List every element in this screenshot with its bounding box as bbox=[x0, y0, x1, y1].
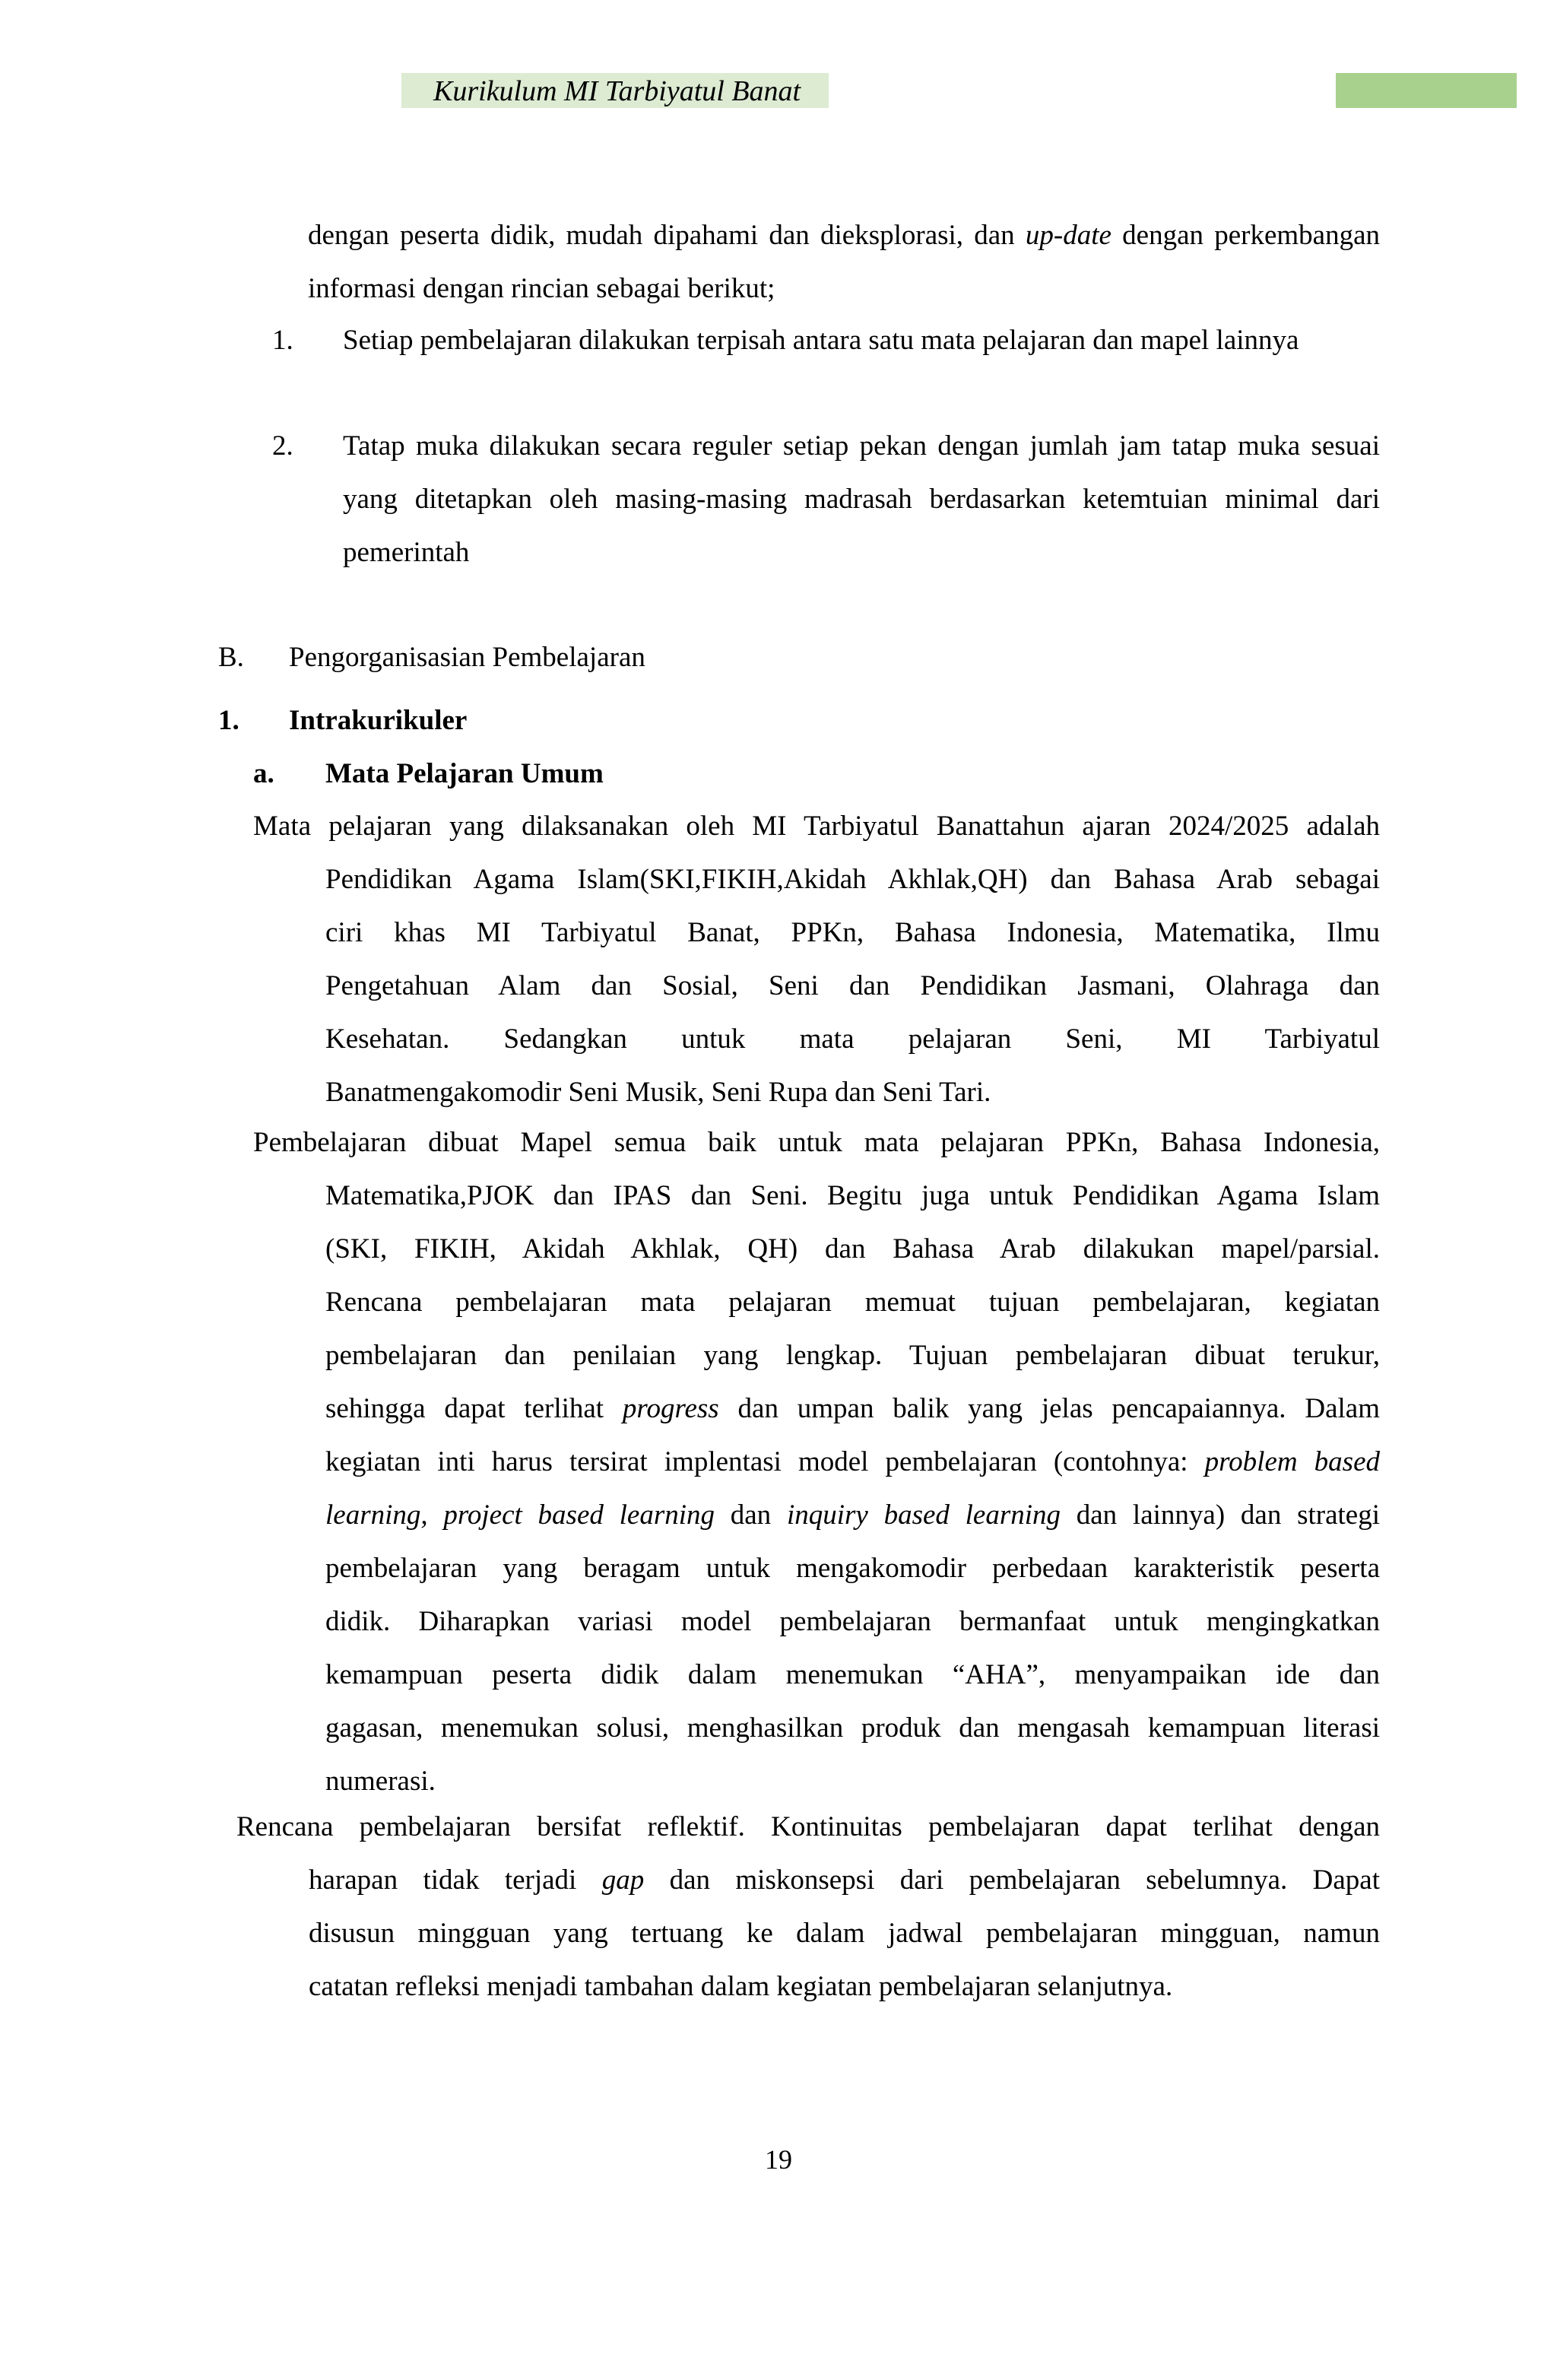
paragraph2-line-6-b: dan umpan balik yang jelas pencapaiannya. Dalam bbox=[718, 1393, 1380, 1424]
paragraph-reflektif bbox=[236, 1801, 1380, 2013]
subsection-1-label: 1. bbox=[218, 705, 239, 736]
header-title: Kurikulum MI Tarbiyatul Banat bbox=[433, 75, 801, 107]
section-b-label: B. bbox=[218, 642, 244, 673]
paragraph2-line-10: didik. Diharapkan variasi model pembelajaran bermanfaat untuk mengingkatkan bbox=[325, 1606, 1380, 1637]
list-item-1-text: Setiap pembelajaran dilakukan terpisah antara satu mata pelajaran dan mapel lainnya bbox=[343, 325, 1299, 356]
paragraph2-line-11: kemampuan peserta didik dalam menemukan “AHA”, menyampaikan ide dan bbox=[325, 1659, 1380, 1690]
paragraph2-line-8-a: dan bbox=[715, 1499, 787, 1531]
intro-text-before: dengan peserta didik, mudah dipahami dan dieksplorasi, dan bbox=[308, 220, 1026, 251]
paragraph2-line-8 bbox=[325, 1489, 1380, 1542]
paragraph1-line-3: ciri khas MI Tarbiyatul Banat, PPKn, Bahasa Indonesia, Matematika, Ilmu bbox=[325, 917, 1380, 948]
subsection-1-title: Intrakurikuler bbox=[289, 705, 468, 736]
list-item-1-number: 1. bbox=[272, 325, 293, 356]
paragraph2-line-1: Pembelajaran dibuat Mapel semua baik untuk mata pelajaran PPKn, Bahasa Indonesia, bbox=[253, 1127, 1380, 1158]
paragraph2-line-4: Rencana pembelajaran mata pelajaran memuat tujuan pembelajaran, kegiatan bbox=[325, 1287, 1380, 1318]
section-b-title: Pengorganisasian Pembelajaran bbox=[289, 642, 645, 673]
intro-emphasis: up-date bbox=[1025, 220, 1111, 251]
paragraph2-line-7-a: kegiatan inti harus tersirat implentasi model pembelajaran (contohnya: bbox=[325, 1446, 1205, 1477]
paragraph1-line-6: Banatmengakomodir Seni Musik, Seni Rupa dan Seni Tari. bbox=[325, 1077, 991, 1108]
subsection-a-label: a. bbox=[253, 758, 274, 789]
paragraph1-line-5: Kesehatan. Sedangkan untuk mata pelajaran Seni, MI Tarbiyatul bbox=[325, 1023, 1380, 1055]
paragraph-pembelajaran bbox=[253, 1116, 1380, 1808]
paragraph3-line-4: catatan refleksi menjadi tambahan dalam kegiatan pembelajaran selanjutnya. bbox=[309, 1971, 1173, 2002]
paragraph3-line-2-a: harapan tidak terjadi bbox=[309, 1864, 602, 1896]
paragraph3-line-2-b: dan miskonsepsi dari pembelajaran sebelumnya. Dapat bbox=[644, 1864, 1380, 1896]
paragraph1-line-4: Pengetahuan Alam dan Sosial, Seni dan Pendidikan Jasmani, Olahraga dan bbox=[325, 970, 1380, 1001]
list-item-2-number: 2. bbox=[272, 430, 293, 462]
list-item-2-text: Tatap muka dilakukan secara reguler setiap pekan dengan jumlah jam tatap muka sesuai yang ditetapkan oleh masing-masing madrasah berdasarkan ketemtuian minimal dari pemerintah bbox=[343, 430, 1380, 568]
paragraph2-line-7 bbox=[325, 1436, 1380, 1489]
page-number: 19 bbox=[765, 2144, 792, 2175]
paragraph3-line-1: Rencana pembelajaran bersifat reflektif. Kontinuitas pembelajaran dapat terlihat dengan bbox=[236, 1811, 1380, 1842]
paragraph1-line-2: Pendidikan Agama Islam(SKI,FIKIH,Akidah Akhlak,QH) dan Bahasa Arab sebagai bbox=[325, 864, 1380, 895]
paragraph2-line-12: gagasan, menemukan solusi, menghasilkan produk dan mengasah kemampuan literasi bbox=[325, 1712, 1380, 1744]
paragraph2-problem-based-emphasis: problem based bbox=[1204, 1446, 1380, 1477]
paragraph3-gap-emphasis: gap bbox=[601, 1864, 645, 1896]
paragraph2-line-3: (SKI, FIKIH, Akidah Akhlak, QH) dan Bahasa Arab dilakukan mapel/parsial. bbox=[325, 1233, 1380, 1265]
header-accent-bar bbox=[1336, 73, 1517, 108]
intro-text-after: dengan perkembangan informasi dengan rincian sebagai berikut; bbox=[308, 220, 1380, 304]
paragraph1-line-1: Mata pelajaran yang dilaksanakan oleh MI Tarbiyatul Banattahun ajaran 2024/2025 adalah bbox=[253, 811, 1380, 842]
paragraph-mata-pelajaran bbox=[253, 800, 1380, 1119]
intro-paragraph bbox=[308, 209, 1380, 316]
paragraph3-line-2 bbox=[309, 1854, 1380, 1907]
paragraph2-line-9: pembelajaran yang beragam untuk mengakomodir perbedaan karakteristik peserta bbox=[325, 1553, 1380, 1584]
paragraph2-inquiry-emphasis: inquiry based learning bbox=[786, 1499, 1061, 1531]
paragraph2-line-5: pembelajaran dan penilaian yang lengkap. Tujuan pembelajaran dibuat terukur, bbox=[325, 1340, 1380, 1371]
paragraph2-line-8-b: dan lainnya) dan strategi bbox=[1061, 1499, 1380, 1531]
paragraph2-line-2: Matematika,PJOK dan IPAS dan Seni. Begitu juga untuk Pendidikan Agama Islam bbox=[325, 1180, 1380, 1211]
paragraph2-line-6 bbox=[325, 1382, 1380, 1436]
paragraph2-learning-emphasis: learning, project based learning bbox=[325, 1499, 715, 1531]
paragraph3-line-3: disusun mingguan yang tertuang ke dalam jadwal pembelajaran mingguan, namun bbox=[309, 1918, 1380, 1949]
paragraph2-line-13: numerasi. bbox=[325, 1766, 436, 1797]
paragraph2-line-6-a: sehingga dapat terlihat bbox=[325, 1393, 623, 1424]
paragraph2-progress-emphasis: progress bbox=[622, 1393, 719, 1424]
subsection-a-title: Mata Pelajaran Umum bbox=[325, 758, 604, 789]
